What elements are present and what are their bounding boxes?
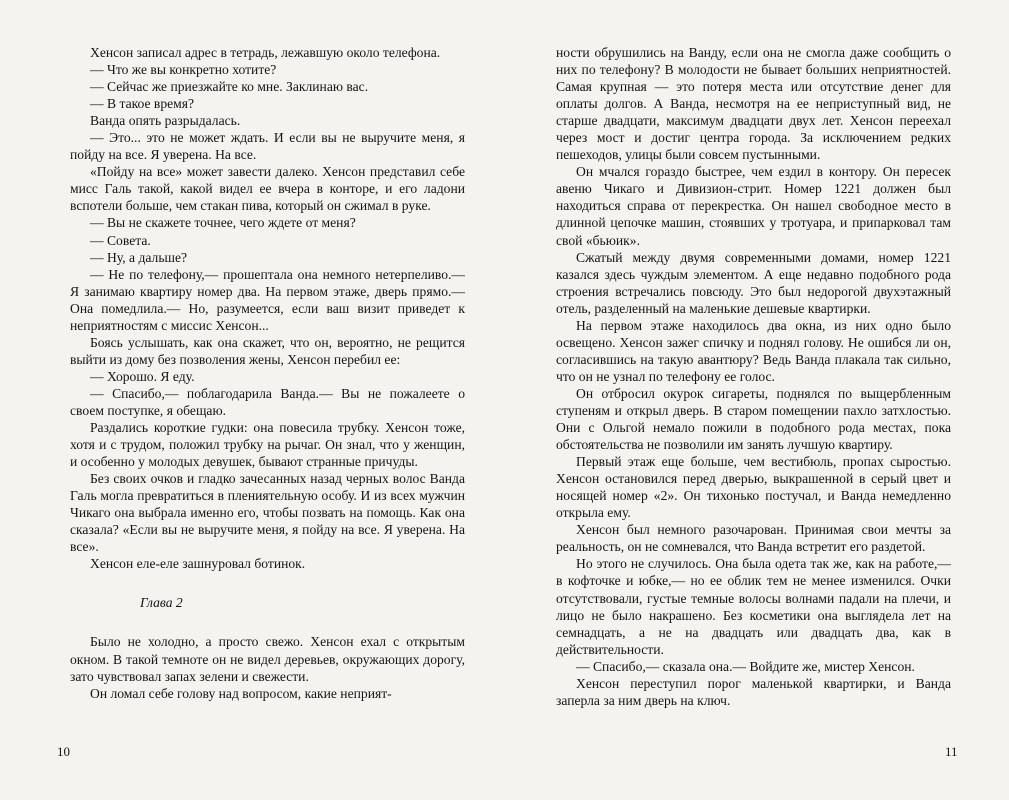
chapter-title: Глава 2	[140, 595, 183, 611]
paragraph: Он мчался гораздо быстрее, чем ездил в контору. Он пересек авеню Чикаго и Дивизион-стрит. Номер 1221 должен был находиться справа от перекрестка. Он нашел свободное место в длинной цепочке машин, стоявших у тротуара, и припарковал там свой «бьюик».	[556, 164, 951, 248]
paragraph: ности обрушились на Ванду, если она не смогла даже сообщить о них по телефону? В молодости не бывает больших неприятностей. Самая крупная — это потеря места или отсутствие денег для оплаты долгов. А Ванда, несмотря на ее неприступный вид, не старше двадцати, максимум двадцати двух лет. Хенсон переехал через мост и достиг центра города. За исключением редких пешеходов, улицы были совсем пустынными.	[556, 45, 951, 163]
paragraph: Первый этаж еще больше, чем вестибюль, пропах сыростью. Хенсон остановился перед дверью, выкрашенной в серый цвет и носящей номер «2». Он тихонько постучал, и Ванда немедленно открыла ему.	[556, 454, 951, 521]
left-page	[70, 44, 465, 702]
page-number-right: 11	[945, 744, 958, 759]
paragraph: Хенсон записал адрес в тетрадь, лежавшую около телефона.	[90, 45, 441, 60]
paragraph: Он ломал себе голову над вопросом, какие неприят-	[90, 685, 392, 701]
paragraph: — Спасибо,— сказала она.— Войдите же, мистер Хенсон.	[576, 658, 915, 674]
paragraph: — Сейчас же приезжайте ко мне. Заклинаю вас.	[90, 79, 369, 95]
paragraph: — Хорошо. Я еду.	[90, 368, 195, 384]
paragraph: Сжатый между двумя современными домами, номер 1221 казался здесь чуждым элементом. А еще недавно подобного рода строения встречались повсюду. Это был недорогой двухэтажный отель, разделенный на маленькие дешевые квартирки.	[556, 249, 951, 316]
paragraph: — Это... это не может ждать. И если вы не выручите меня, я пойду на все. Я уверена. На все.	[70, 130, 465, 163]
paragraph: На первом этаже находилось два окна, из них одно было освещено. Хенсон зажег спичку и поднял голову. Не ошибся ли он, согласившись на такую авантюру? Ведь Ванда плакала так сильно, что он не узнал по телефону ее голос.	[556, 317, 951, 384]
paragraph: Хенсон переступил порог маленькой квартирки, и Ванда заперла за ним дверь на ключ.	[556, 675, 951, 708]
paragraph: Боясь услышать, как она скажет, что он, вероятно, не рещится выйти из дому без позволения жены, Хенсон перебил ее:	[70, 334, 465, 367]
right-page	[556, 44, 951, 709]
paragraph: — Совета.	[90, 232, 151, 248]
paragraph: — Вы не скажете точнее, чего ждете от меня?	[90, 215, 356, 231]
paragraph: Хенсон был немного разочарован. Принимая свои мечты за реальность, он не сомневался, что Ванда встретит его раздетой.	[556, 522, 951, 555]
page-number-left: 10	[57, 744, 70, 759]
paragraph: — Ну, а дальше?	[90, 249, 188, 265]
paragraph: Он отбросил окурок сигареты, поднялся по выщербленным ступеням и открыл дверь. В старом помещении пахло затхлостью. Они с Ольгой немало пожили в подобного рода местах, пока обстоятельства не позволили им занять лучшую квартиру.	[556, 385, 951, 453]
paragraph: Было не холодно, а просто свежо. Хенсон ехал с открытым окном. В такой темноте он не видел деревьев, окружающих дорогу, зато чувствовал запах зелени и свежести.	[70, 634, 465, 684]
paragraph: Хенсон еле-еле зашнуровал ботинок.	[90, 556, 306, 572]
paragraph: Без своих очков и гладко зачесанных назад черных волос Ванда Галь могла превратиться в плениятельную особу. И из всех мужчин Чикаго она выбрала именно его, чтобы позвать на помощь. Как она сказала? «Если вы не выручите меня, я пойду на все. Я уверена. На все».	[70, 471, 465, 555]
paragraph: — В такое время?	[90, 96, 195, 112]
paragraph: «Пойду на все» может завести далеко. Хенсон представил себе мисс Галь такой, какой видел ее вчера в конторе, и его ладони вспотели больше, чем стакан пива, который он сжимал в руке.	[70, 164, 465, 214]
paragraph: Раздались короткие гудки: она повесила трубку. Хенсон тоже, хотя и с трудом, положил трубку на рычаг. Он знал, что у женщин, и особенно у молодых девушек, бывают странные причуды.	[70, 420, 465, 470]
paragraph: Но этого не случилось. Она была одета так же, как на работе,— в кофточке и юбке,— но ее облик тем не менее изменился. Очки отсутствовали, густые темные волосы волнами падали на плечи, и лицо не было накрашено. Без косметики она выглядела лет на семнадцать, а не на двадцать или двадцать два, как в действительности.	[556, 556, 951, 657]
paragraph: — Не по телефону,— прошептала она немного нетерпеливо.— Я занимаю квартиру номер два. На первом этаже, дверь прямо.— Она помедлила.— Но, разумеется, если ваш визит приведет к неприятностям с миссис Хенсон...	[70, 266, 465, 333]
paragraph: — Что же вы конкретно хотите?	[90, 62, 277, 78]
paragraph: Ванда опять разрыдалась.	[90, 113, 241, 129]
paragraph: — Спасибо,— поблагодарила Ванда.— Вы не пожалеете о своем поступке, я обещаю.	[70, 385, 465, 418]
